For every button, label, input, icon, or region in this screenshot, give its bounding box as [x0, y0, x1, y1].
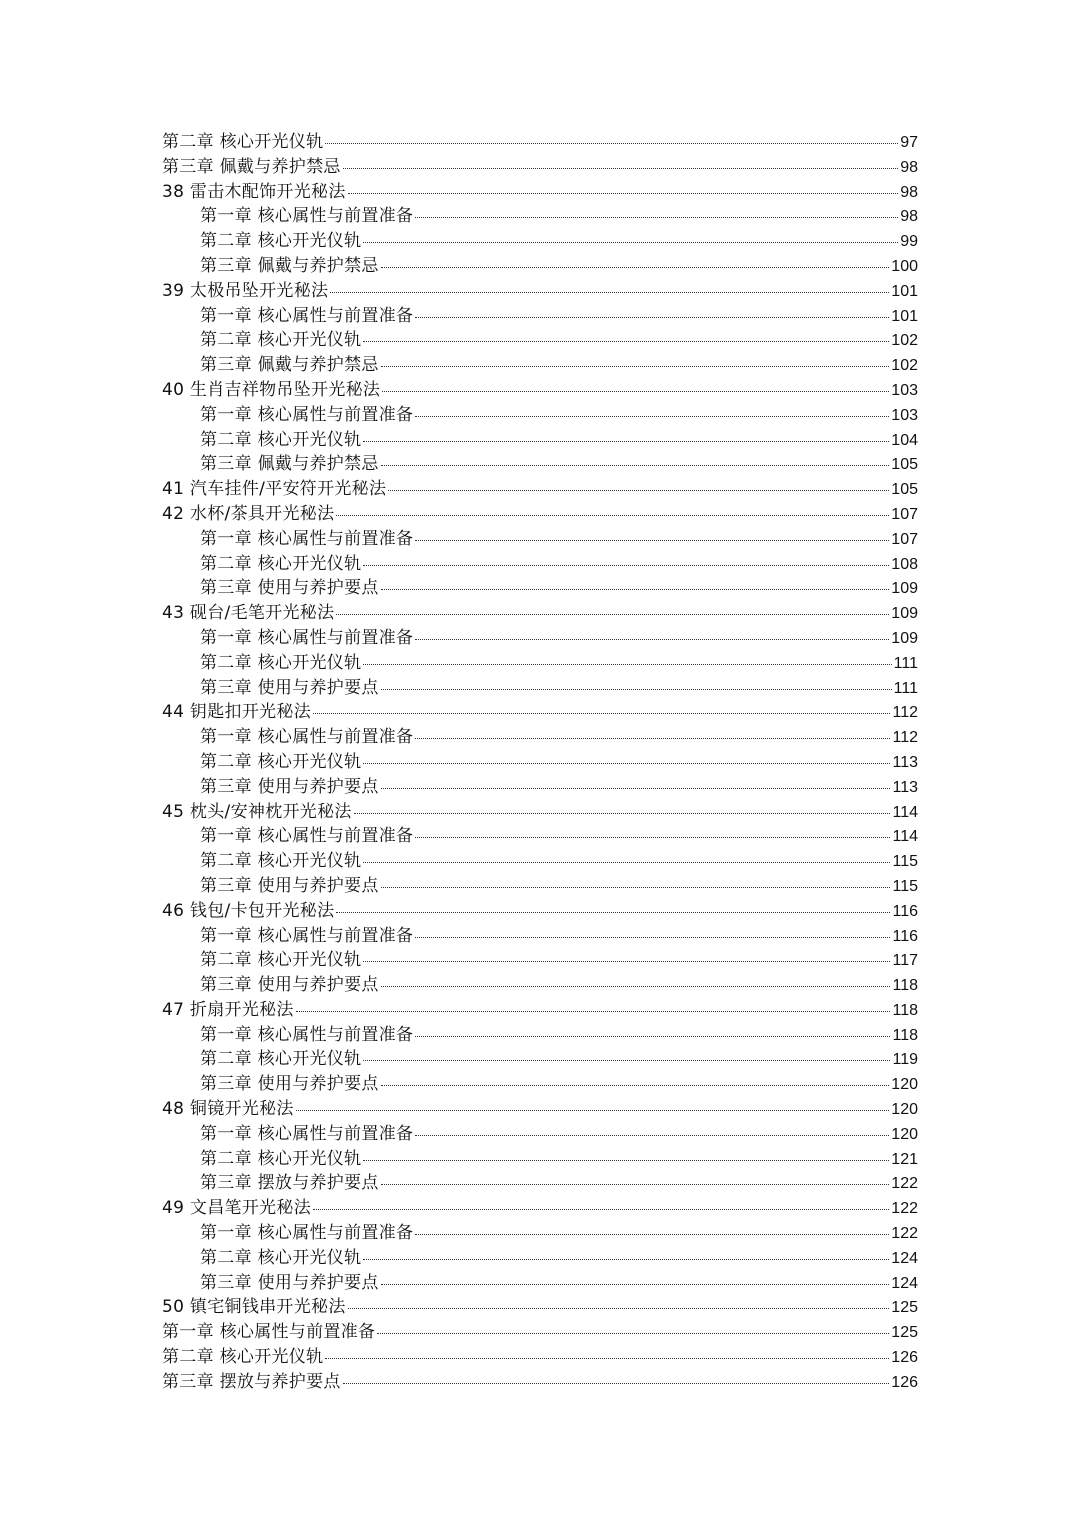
toc-entry[interactable]: [162, 1295, 918, 1320]
toc-entry-title: 第二章 核心开光仪轨: [200, 330, 362, 351]
toc-page-number: 117: [892, 952, 918, 970]
toc-dot-leader: [415, 304, 889, 321]
toc-entry[interactable]: [162, 899, 918, 924]
toc-entry-title: 第三章 使用与养护要点: [200, 1272, 379, 1293]
toc-dot-leader: [415, 403, 889, 420]
toc-page-number: 98: [900, 158, 918, 176]
toc-entry-title: 第三章 使用与养护要点: [200, 776, 379, 797]
toc-page-number: 101: [891, 282, 918, 300]
toc-dot-leader: [381, 576, 890, 593]
toc-entry-title: 第三章 使用与养护要点: [200, 1074, 379, 1095]
toc-entry-title: 第三章 摆放与养护要点: [162, 1371, 341, 1392]
toc-entry[interactable]: [162, 477, 918, 502]
toc-entry[interactable]: [162, 1196, 918, 1221]
toc-entry-title: 第二章 核心开光仪轨: [200, 851, 362, 872]
toc-entry-title: 第一章 核心属性与前置准备: [200, 1223, 414, 1244]
toc-dot-leader: [415, 924, 890, 941]
toc-page-number: 115: [892, 853, 918, 871]
toc-dot-leader: [415, 204, 898, 221]
toc-dot-leader: [325, 130, 898, 147]
toc-page-number: 97: [900, 134, 918, 151]
toc-dot-leader: [296, 1097, 890, 1114]
toc-dot-leader: [415, 626, 889, 643]
toc-entry-title: 第二章 核心开光仪轨: [200, 231, 362, 252]
toc-entry[interactable]: [162, 700, 918, 725]
toc-dot-leader: [296, 998, 891, 1015]
toc-entry[interactable]: [162, 800, 918, 825]
toc-page-number: 120: [891, 1125, 918, 1143]
toc-entry-title: 第三章 佩戴与养护禁忌: [200, 454, 379, 475]
toc-entry-title: 第三章 使用与养护要点: [200, 677, 379, 698]
toc-entry-title: 第一章 核心属性与前置准备: [162, 1322, 376, 1343]
toc-subentry[interactable]: [162, 948, 918, 973]
toc-dot-leader: [381, 676, 892, 693]
toc-page-number: 111: [893, 679, 918, 697]
toc-entry-title: 第二章 核心开光仪轨: [200, 950, 362, 971]
toc-page-number: 124: [891, 1274, 918, 1292]
toc-entry-title: 第三章 使用与养护要点: [200, 875, 379, 896]
toc-subentry[interactable]: [162, 626, 918, 651]
toc-entry-title: 第二章 核心开光仪轨: [200, 652, 362, 673]
toc-dot-leader: [381, 874, 891, 891]
toc-subentry[interactable]: [162, 924, 918, 949]
toc-page-number: 113: [892, 753, 918, 771]
toc-page-number: 109: [891, 629, 918, 647]
toc-page-number: 104: [891, 431, 918, 449]
toc-entry[interactable]: [162, 1345, 918, 1370]
toc-page-number: 119: [892, 1051, 918, 1069]
toc-entry[interactable]: [162, 180, 918, 205]
toc-page-number: 118: [892, 1026, 918, 1044]
toc-entry-title: 第二章 核心开光仪轨: [162, 132, 324, 152]
toc-dot-leader: [381, 973, 891, 990]
toc-page-number: 113: [892, 778, 918, 796]
toc-page-number: 122: [891, 1200, 918, 1218]
toc-page-number: 112: [892, 704, 918, 722]
toc-page-number: 101: [891, 307, 918, 325]
toc-entry-title: 第二章 核心开光仪轨: [162, 1347, 324, 1368]
toc-entry-title: 41 汽车挂件/平安符开光秘法: [162, 479, 387, 500]
toc-entry[interactable]: [162, 378, 918, 403]
toc-entry-title: 第一章 核心属性与前置准备: [200, 727, 414, 748]
toc-entry-title: 42 水杯/茶具开光秘法: [162, 503, 335, 524]
toc-entry-title: 第三章 使用与养护要点: [200, 578, 379, 599]
toc-dot-leader: [336, 899, 890, 916]
toc-subentry[interactable]: [162, 552, 918, 577]
toc-page-number: 126: [891, 1349, 918, 1367]
toc-dot-leader: [381, 452, 890, 469]
toc-dot-leader: [363, 849, 890, 866]
toc-page-number: 120: [891, 1101, 918, 1119]
toc-subentry[interactable]: [162, 328, 918, 353]
toc-subentry[interactable]: [162, 1271, 918, 1296]
toc-entry-title: 第二章 核心开光仪轨: [200, 429, 362, 450]
toc-entry-title: 第三章 摆放与养护要点: [200, 1173, 379, 1194]
toc-entry[interactable]: [162, 1097, 918, 1122]
toc-subentry[interactable]: [162, 1122, 918, 1147]
toc-subentry[interactable]: [162, 1171, 918, 1196]
toc-subentry[interactable]: [162, 428, 918, 453]
toc-page-number: 99: [900, 233, 918, 251]
toc-page-number: 125: [891, 1324, 918, 1342]
toc-subentry[interactable]: [162, 452, 918, 477]
toc-entry-title: 第一章 核心属性与前置准备: [200, 1123, 414, 1144]
toc-page-number: 116: [892, 902, 918, 920]
toc-entry-title: 39 太极吊坠开光秘法: [162, 280, 329, 301]
toc-entry-title: 第二章 核心开光仪轨: [200, 553, 362, 574]
toc-subentry[interactable]: [162, 1246, 918, 1271]
toc-entry-title: 第一章 核心属性与前置准备: [200, 206, 414, 227]
toc-page-number: 115: [892, 877, 918, 895]
toc-entry[interactable]: [162, 502, 918, 527]
toc-dot-leader: [336, 502, 889, 519]
toc-entry[interactable]: [162, 155, 918, 180]
toc-entry-title: 第二章 核心开光仪轨: [200, 751, 362, 772]
toc-dot-leader: [415, 824, 890, 841]
toc-entry-title: 第二章 核心开光仪轨: [200, 1049, 362, 1070]
toc-dot-leader: [381, 254, 890, 271]
toc-subentry[interactable]: [162, 576, 918, 601]
toc-entry-title: 第一章 核心属性与前置准备: [200, 404, 414, 425]
toc-dot-leader: [381, 1271, 890, 1288]
toc-entry-title: 50 镇宅铜钱串开光秘法: [162, 1297, 346, 1318]
toc-dot-leader: [415, 1122, 889, 1139]
toc-entry[interactable]: [162, 279, 918, 304]
toc-entry[interactable]: [162, 1370, 918, 1395]
toc-dot-leader: [348, 180, 899, 197]
toc-page-number: 105: [891, 481, 918, 499]
toc-subentry[interactable]: [162, 403, 918, 428]
toc-page-number: 124: [891, 1249, 918, 1267]
toc-entry-title: 第二章 核心开光仪轨: [200, 1247, 362, 1268]
toc-page-number: 111: [893, 654, 918, 672]
toc-page-number: 100: [891, 257, 918, 275]
toc-page-number: 103: [891, 406, 918, 424]
toc-dot-leader: [325, 1345, 889, 1362]
toc-entry-title: 48 铜镜开光秘法: [162, 1099, 294, 1120]
toc-dot-leader: [381, 353, 890, 370]
toc-entry[interactable]: [162, 1320, 918, 1345]
toc-subentry[interactable]: [162, 1221, 918, 1246]
toc-dot-leader: [336, 601, 889, 618]
toc-dot-leader: [330, 279, 889, 296]
toc-entry-title: 第一章 核心属性与前置准备: [200, 627, 414, 648]
toc-subentry[interactable]: [162, 204, 918, 229]
toc-page-number: 126: [891, 1373, 918, 1391]
toc-subentry[interactable]: [162, 1023, 918, 1048]
toc-dot-leader: [363, 328, 889, 345]
table-of-contents: [162, 130, 918, 1395]
toc-subentry[interactable]: [162, 254, 918, 279]
toc-page-number: 102: [891, 332, 918, 350]
toc-dot-leader: [354, 800, 891, 817]
toc-dot-leader: [363, 1147, 889, 1164]
toc-entry-title: 40 生肖吉祥物吊坠开光秘法: [162, 379, 381, 400]
toc-page-number: 114: [892, 828, 918, 846]
toc-dot-leader: [363, 948, 890, 965]
toc-page-number: 109: [891, 605, 918, 623]
toc-entry-title: 第三章 佩戴与养护禁忌: [200, 255, 379, 276]
toc-page-number: 105: [891, 456, 918, 474]
toc-entry-title: 46 钱包/卡包开光秘法: [162, 900, 335, 921]
toc-subentry[interactable]: [162, 775, 918, 800]
toc-entry-title: 45 枕头/安神枕开光秘法: [162, 801, 352, 822]
toc-subentry[interactable]: [162, 353, 918, 378]
toc-entry-title: 第二章 核心开光仪轨: [200, 1148, 362, 1169]
toc-page-number: 125: [891, 1299, 918, 1317]
toc-entry-title: 第三章 使用与养护要点: [200, 975, 379, 996]
toc-dot-leader: [381, 1171, 890, 1188]
toc-subentry[interactable]: [162, 651, 918, 676]
toc-page-number: 122: [891, 1225, 918, 1243]
toc-entry[interactable]: [162, 601, 918, 626]
toc-dot-leader: [381, 775, 891, 792]
toc-subentry[interactable]: [162, 725, 918, 750]
toc-page-number: 102: [891, 357, 918, 375]
toc-entry-title: 第一章 核心属性与前置准备: [200, 925, 414, 946]
toc-dot-leader: [313, 700, 890, 717]
toc-page-number: 120: [891, 1076, 918, 1094]
toc-page-number: 103: [891, 381, 918, 399]
toc-dot-leader: [363, 750, 890, 767]
toc-subentry[interactable]: [162, 973, 918, 998]
toc-entry-title: 第一章 核心属性与前置准备: [200, 528, 414, 549]
toc-subentry[interactable]: [162, 750, 918, 775]
toc-dot-leader: [363, 1246, 889, 1263]
toc-page-number: 122: [891, 1175, 918, 1193]
toc-dot-leader: [363, 552, 889, 569]
toc-page-number: 118: [892, 1001, 918, 1019]
toc-dot-leader: [313, 1196, 889, 1213]
toc-subentry[interactable]: [162, 824, 918, 849]
toc-page-number: 118: [892, 977, 918, 995]
toc-entry-title: 44 钥匙扣开光秘法: [162, 702, 312, 723]
toc-page-number: 109: [891, 580, 918, 598]
toc-entry[interactable]: [162, 998, 918, 1023]
toc-dot-leader: [343, 1370, 890, 1387]
toc-page-number: 107: [891, 530, 918, 548]
toc-subentry[interactable]: [162, 527, 918, 552]
toc-entry-title: 第一章 核心属性与前置准备: [200, 305, 414, 326]
toc-dot-leader: [382, 378, 889, 395]
toc-dot-leader: [415, 1221, 889, 1238]
toc-dot-leader: [343, 155, 898, 172]
toc-dot-leader: [363, 651, 891, 668]
toc-dot-leader: [363, 229, 898, 246]
toc-entry-title: 49 文昌笔开光秘法: [162, 1198, 312, 1219]
toc-subentry[interactable]: [162, 229, 918, 254]
toc-entry-title: 38 雷击木配饰开光秘法: [162, 181, 346, 202]
toc-page-number: 108: [891, 555, 918, 573]
toc-entry-title: 第三章 佩戴与养护禁忌: [200, 355, 379, 376]
toc-entry-title: 第一章 核心属性与前置准备: [200, 826, 414, 847]
toc-dot-leader: [363, 428, 889, 445]
toc-dot-leader: [348, 1295, 890, 1312]
toc-subentry[interactable]: [162, 1047, 918, 1072]
toc-dot-leader: [363, 1047, 890, 1064]
toc-subentry[interactable]: [162, 304, 918, 329]
toc-dot-leader: [415, 527, 889, 544]
toc-dot-leader: [388, 477, 889, 494]
toc-page-number: 107: [891, 505, 918, 523]
toc-subentry[interactable]: [162, 1072, 918, 1097]
toc-subentry[interactable]: [162, 849, 918, 874]
toc-page-number: 98: [900, 183, 918, 201]
toc-subentry[interactable]: [162, 874, 918, 899]
toc-dot-leader: [415, 1023, 890, 1040]
toc-dot-leader: [381, 1072, 890, 1089]
toc-page-number: 121: [891, 1150, 918, 1168]
toc-subentry[interactable]: [162, 676, 918, 701]
toc-page-number: 112: [892, 729, 918, 747]
toc-dot-leader: [377, 1320, 889, 1337]
toc-entry[interactable]: [162, 130, 918, 155]
toc-page-number: 98: [900, 208, 918, 226]
toc-subentry[interactable]: [162, 1147, 918, 1172]
toc-page-number: 114: [892, 803, 918, 821]
toc-page-number: 116: [892, 927, 918, 945]
toc-entry-title: 第一章 核心属性与前置准备: [200, 1024, 414, 1045]
toc-dot-leader: [415, 725, 890, 742]
toc-entry-title: 第三章 佩戴与养护禁忌: [162, 156, 341, 177]
toc-entry-title: 43 砚台/毛笔开光秘法: [162, 603, 335, 624]
toc-entry-title: 47 折扇开光秘法: [162, 999, 294, 1020]
